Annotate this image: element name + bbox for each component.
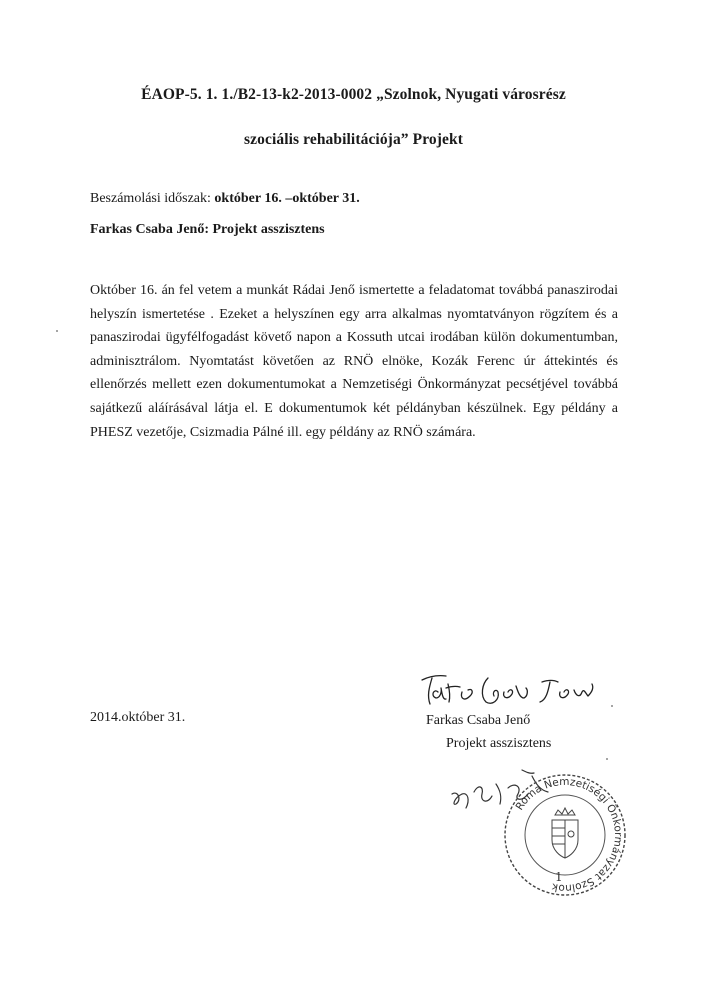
coat-of-arms-icon xyxy=(552,808,578,858)
signer-name: Farkas Csaba Jenő xyxy=(426,713,531,728)
stamp-text: Roma Nemzetiségi Önkormányzat Szolnok xyxy=(513,775,625,895)
report-period xyxy=(90,191,360,207)
document-title-line-2: szociális rehabilitációja” Projekt xyxy=(244,131,463,148)
report-body: Október 16. án fel vetem a munkát Rádai Jenő ismertette a feladatomat továbbá panaszirodai helyszín ismertetése . Ezeket a helyszínen egy arra alkalmas nyomtatványon rögzítem és a panaszirodai ügyfélfogadást követő napon a Kossuth utcai irodában külön dokumentumban, adminisztrálom. Nyomtatást követően az RNÖ elnöke, Kozák Ferenc úr áttekintés és ellenőrzés mellett ezen dokumentumokat a Nemzetiségi Önkormányzat pecsétjével továbbá sajátkezű aláírásával látja el. E dokumentumok két példányban készülnek. Egy példány a PHESZ vezetője, Csizmadia Pálné ill. egy példány az RNÖ számára. xyxy=(90,283,618,440)
report-period-value: október 16. –október 31. xyxy=(214,191,360,206)
report-period-label: Beszámolási időszak: xyxy=(90,191,211,206)
signer-role: Projekt asszisztens xyxy=(446,736,552,751)
scan-speck xyxy=(611,705,613,707)
handwritten-signature xyxy=(416,662,616,712)
official-stamp xyxy=(500,770,630,900)
document-title-line-1: ÉAOP-5. 1. 1./B2-13-k2-2013-0002 „Szolnok, Nyugati városrész xyxy=(141,86,566,103)
report-date: 2014.október 31. xyxy=(90,710,186,725)
report-author: Farkas Csaba Jenő: Projekt asszisztens xyxy=(90,222,325,237)
stamp-number: 1 xyxy=(555,870,563,884)
scan-speck xyxy=(606,758,608,760)
scan-speck xyxy=(56,330,58,332)
